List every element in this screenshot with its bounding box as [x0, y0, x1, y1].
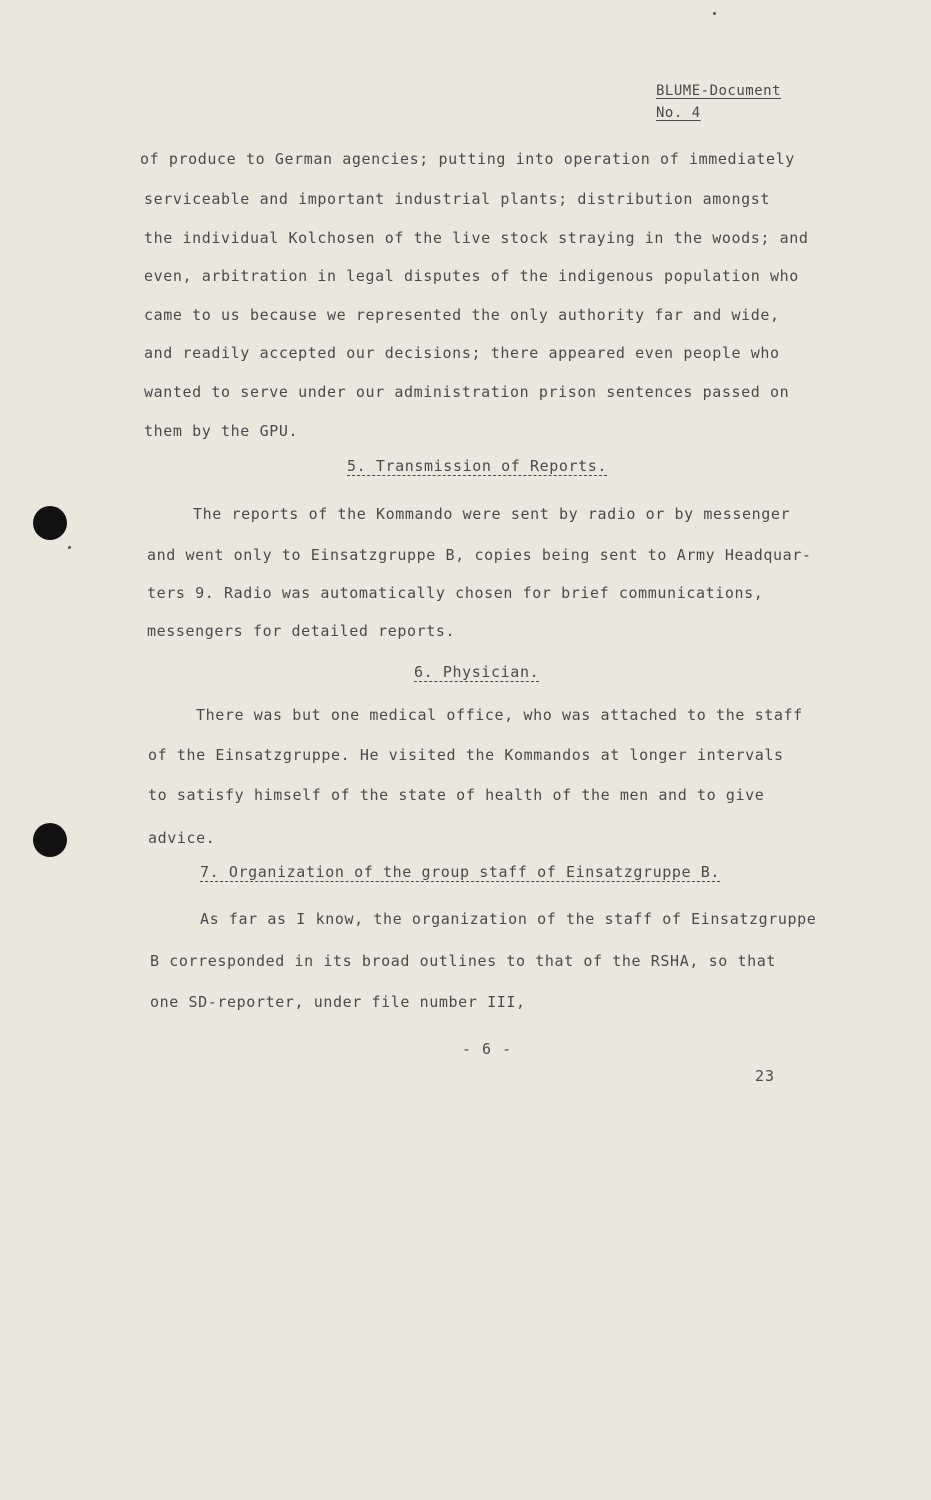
section-heading-physician: 6. Physician.	[414, 663, 540, 681]
text-line: the individual Kolchosen of the live stock straying in the woods; and	[144, 229, 809, 247]
document-title: BLUME-Document	[656, 83, 782, 99]
text-line: serviceable and important industrial plants; distribution amongst	[144, 190, 770, 208]
punch-hole-bottom	[33, 823, 67, 857]
text-line: B corresponded in its broad outlines to that of the RSHA, so that	[150, 952, 776, 970]
document-number: No. 4	[656, 105, 701, 121]
text-line: There was but one medical office, who was attached to the staff	[196, 706, 803, 724]
text-line: to satisfy himself of the state of health of the men and to give	[148, 786, 765, 804]
stamp-number: 23	[755, 1067, 776, 1085]
section-heading-organization: 7. Organization of the group staff of Einsatzgruppe B.	[200, 863, 721, 881]
text-line: came to us because we represented the only authority far and wide,	[144, 306, 780, 324]
page-marker: - 6 -	[462, 1040, 513, 1058]
text-line: As far as I know, the organization of the staff of Einsatzgruppe	[200, 910, 817, 928]
text-line: ters 9. Radio was automatically chosen for brief communications,	[147, 584, 764, 602]
text-line: wanted to serve under our administration prison sentences passed on	[144, 383, 790, 401]
text-line: and went only to Einsatzgruppe B, copies being sent to Army Headquar-	[147, 546, 812, 564]
text-line: The reports of the Kommando were sent by radio or by messenger	[193, 505, 791, 523]
document-header	[656, 80, 781, 124]
text-line: and readily accepted our decisions; there appeared even people who	[144, 344, 780, 362]
text-line: even, arbitration in legal disputes of the indigenous population who	[144, 267, 799, 285]
text-line: advice.	[148, 829, 216, 847]
text-line: of produce to German agencies; putting into operation of immediately	[140, 150, 795, 168]
text-line: them by the GPU.	[144, 422, 299, 440]
punch-hole-top	[33, 506, 67, 540]
text-line: of the Einsatzgruppe. He visited the Kommandos at longer intervals	[148, 746, 784, 764]
text-line: messengers for detailed reports.	[147, 622, 456, 640]
paper-speck	[68, 546, 71, 549]
text-line: one SD-reporter, under file number III,	[150, 993, 526, 1011]
section-heading-transmission: 5. Transmission of Reports.	[347, 457, 608, 475]
paper-speck	[713, 12, 716, 15]
